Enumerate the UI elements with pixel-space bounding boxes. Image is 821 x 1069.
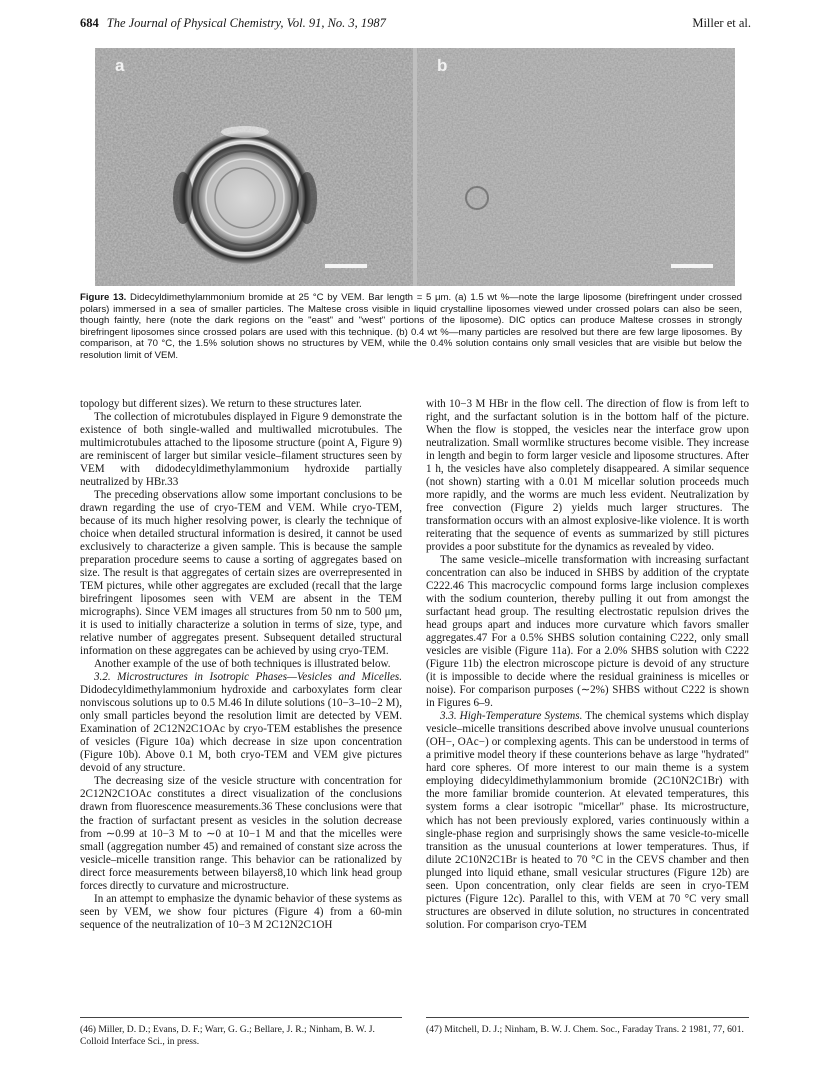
scale-bar-a: [325, 264, 367, 268]
footnote-47: (47) Mitchell, D. J.; Ninham, B. W. J. Chem. Soc., Faraday Trans. 2 1981, 77, 601.: [426, 1017, 749, 1036]
paragraph-text: The same vesicle–micelle transformation with increasing surfactant concentration can also be induced in SHBS by addition of the cryptate C222.46 This macrocyclic compound forms large inclusion complexes with the sodium counterion, thereby pulling it out from amongst the surfactant head group. The resulting electrostatic repulsion drives the head groups apart and induces more curvature which favors smaller aggregates.47 For a 0.5% SHBS solution containing C222, only small vesicles are visible (Figure 11a). For a 2.0% SHBS solution with C222 (Figure 11b) the electron microscope picture is devoid of any structure (it is impossible to decide where the residual graininess is micelles or noise). For comparison purposes (∼2%) SHBS without C222 is shown in Figures 6–9.: [426, 554, 749, 710]
left-column: [80, 398, 402, 932]
paragraph: [426, 554, 749, 710]
right-column: [426, 398, 749, 932]
paragraph-text: Another example of the use of both techniques is illustrated below.: [94, 658, 391, 671]
paragraph-text: with 10−3 M HBr in the flow cell. The direction of flow is from left to right, and the surfactant solution is in the bottom half of the picture. When the flow is stopped, the vesicles near the interface grow upon neutralization. Small wormlike structures become visible. They increase in length and begin to form larger vesicle and liposome structures. After 1 h, the vesicles have also completely disappeared. A similar sequence (not shown) starting with a 0.01 M micellar solution proceeds much more rapidly, and the worms are much less evident. Neutralization by free convection (Figure 2) yields much larger structures. The transformation occurs with an almost explosive-like violence. It is worth reiterating that the sequence of events as summarized by still pictures provides a poor substitute for the dynamics as revealed by video.: [426, 398, 749, 554]
figure-panel-b: [417, 48, 735, 286]
author-header: Miller et al.: [692, 16, 751, 30]
page-number: 684: [80, 16, 99, 30]
figure-caption: [80, 292, 742, 362]
paragraph: [80, 411, 402, 489]
paragraph: [80, 671, 402, 775]
panel-b-label: b: [437, 56, 448, 75]
paragraph: [80, 489, 402, 658]
section-heading: 3.3. High-Temperature Systems.: [440, 710, 583, 723]
section-heading: 3.2. Microstructures in Isotropic Phases—Vesicles and Micelles.: [94, 671, 402, 684]
paragraph-text: topology but different sizes). We return to these structures later.: [80, 398, 362, 410]
paragraph-text: Didodecyldimethylammonium hydroxide and carboxylates form clear nonviscous solutions up to 0.5 M.46 In dilute solutions (10−3–10−2 M), only small particles beyond the resolution limit are detected by VEM. Examination of 2C12N2C1OAc by cryo-TEM establishes the presence of vesicles (Figure 10a) which decrease in size upon concentration (Figure 10b). Above 0.1 M, both cryo-TEM and VEM give pictures devoid of any structure.: [80, 684, 402, 775]
micrograph-a: [95, 48, 413, 286]
scale-bar-b: [671, 264, 713, 268]
running-header: [80, 16, 386, 31]
paragraph: [426, 710, 749, 931]
paragraph-text: The preceding observations allow some important conclusions to be drawn regarding the use of cryo-TEM and VEM. While cryo-TEM, because of its much higher resolving power, is clearly the technique of choice when detailed structural information is desired, it cannot be used exclusively to characterize a given sample. This is because the sample preparation procedure seems to cause a sorting of aggregates based on size. The result is that aggregates of certain sizes are overrepresented in TEM pictures, while other aggregates are excluded (recall that the large birefringent liposomes seen with VEM are absent in the TEM micrographs). Since VEM images all structures from 50 nm to 500 μm, it is used to initially characterize a solution in terms of size, type, and relative number of aggregates present. Subsequent detailed structural information on these aggregates can be achieved by using cryo-TEM.: [80, 489, 402, 658]
footnote-46: (46) Miller, D. D.; Evans, D. F.; Warr, G. G.; Bellare, J. R.; Ninham, B. W. J. Colloid Interface Sci., in press.: [80, 1017, 402, 1047]
micrograph-b: [417, 48, 735, 286]
paragraph: [80, 775, 402, 892]
figure-13: [95, 48, 735, 286]
paragraph: [426, 398, 749, 554]
paragraph: [80, 658, 402, 671]
caption-label: Figure 13.: [80, 292, 127, 303]
paragraph-text: The chemical systems which display vesicle–micelle transitions described above involve unusual counterions (OH−, OAc−) or complexing agents. This can be understood in terms of a primitive model theory if these counterions behave as large "hydrated" hard core spheres. Of more interest to our main theme is a system employing didecyldimethylammonium bromide (2C10N2C1Br) with the more familiar bromide counterion. At elevated temperatures, this system forms a clear isotropic "micellar" phase. Its microstructure, which has not been previously explored, varies continuously within a single-phase region and surprisingly shows the same vesicle-to-micelle transition as the unusual counterions at lower temperatures. Thus, if dilute 2C10N2C1Br is heated to 70 °C in the CEVS chamber and then plunged into liquid ethane, small vesicular structures (Figure 12b) are seen. Upon concentration, only clear fields are seen in cryo-TEM pictures (Figure 12c). Parallel to this, with VEM at 70 °C very small structures are observed in dilute solution, no structures in concentrated solution. For comparison cryo-TEM: [426, 710, 749, 931]
paragraph: [80, 893, 402, 932]
paragraph: [80, 398, 402, 411]
paragraph-text: The decreasing size of the vesicle structure with concentration for 2C12N2C1OAc constitutes a direct visualization of the conclusions drawn from fluorescence measurements.36 These conclusions were that the fraction of surfactant present as vesicles in the solution decrease from ∼0.99 at 10−3 M to ∼0 at 10−1 M and that the micelles were small (aggregation number 45) and remained of constant size across the vesicle–micelle transition range. This behavior can be rationalized by direct force measurements between bilayers8,10 which link head group forces directly to curvature and microstructure.: [80, 775, 402, 892]
caption-text: Didecyldimethylammonium bromide at 25 °C by VEM. Bar length = 5 μm. (a) 1.5 wt %—note the large liposome (birefringent under crossed polars) immersed in a sea of smaller particles. The Maltese cross visible in liquid crystalline liposomes viewed under crossed polars can also be seen, though faintly, here (note the dark regions on the "east" and "west" portions of the liposome). DIC optics can produce Maltese crosses in strongly birefringent liposomes since crossed polars are used with this technique. (b) 0.4 wt %—many particles are resolved but there are few large liposomes. By comparison, at 70 °C, the 1.5% solution shows no structures by VEM, while the 0.4% solution contains only small vesicles that are visible but below the resolution limit of VEM.: [80, 292, 742, 361]
figure-panel-a: [95, 48, 413, 286]
paragraph-text: The collection of microtubules displayed in Figure 9 demonstrate the existence of both single-walled and multiwalled microtubules. The multimicrotubules attached to the liposome structure (point A, Figure 9) are reminiscent of larger but similar vesicle–filament structures seen by VEM with didodecyldimethylammonium hydroxide partially neutralized by HBr.33: [80, 411, 402, 489]
panel-a-label: a: [115, 56, 125, 75]
paragraph-text: In an attempt to emphasize the dynamic behavior of these systems as seen by VEM, we show four pictures (Figure 4) from a 60-min sequence of the neutralization of 10−3 M 2C12N2C1OH: [80, 892, 402, 931]
journal-title: The Journal of Physical Chemistry, Vol. 91, No. 3, 1987: [106, 16, 386, 30]
